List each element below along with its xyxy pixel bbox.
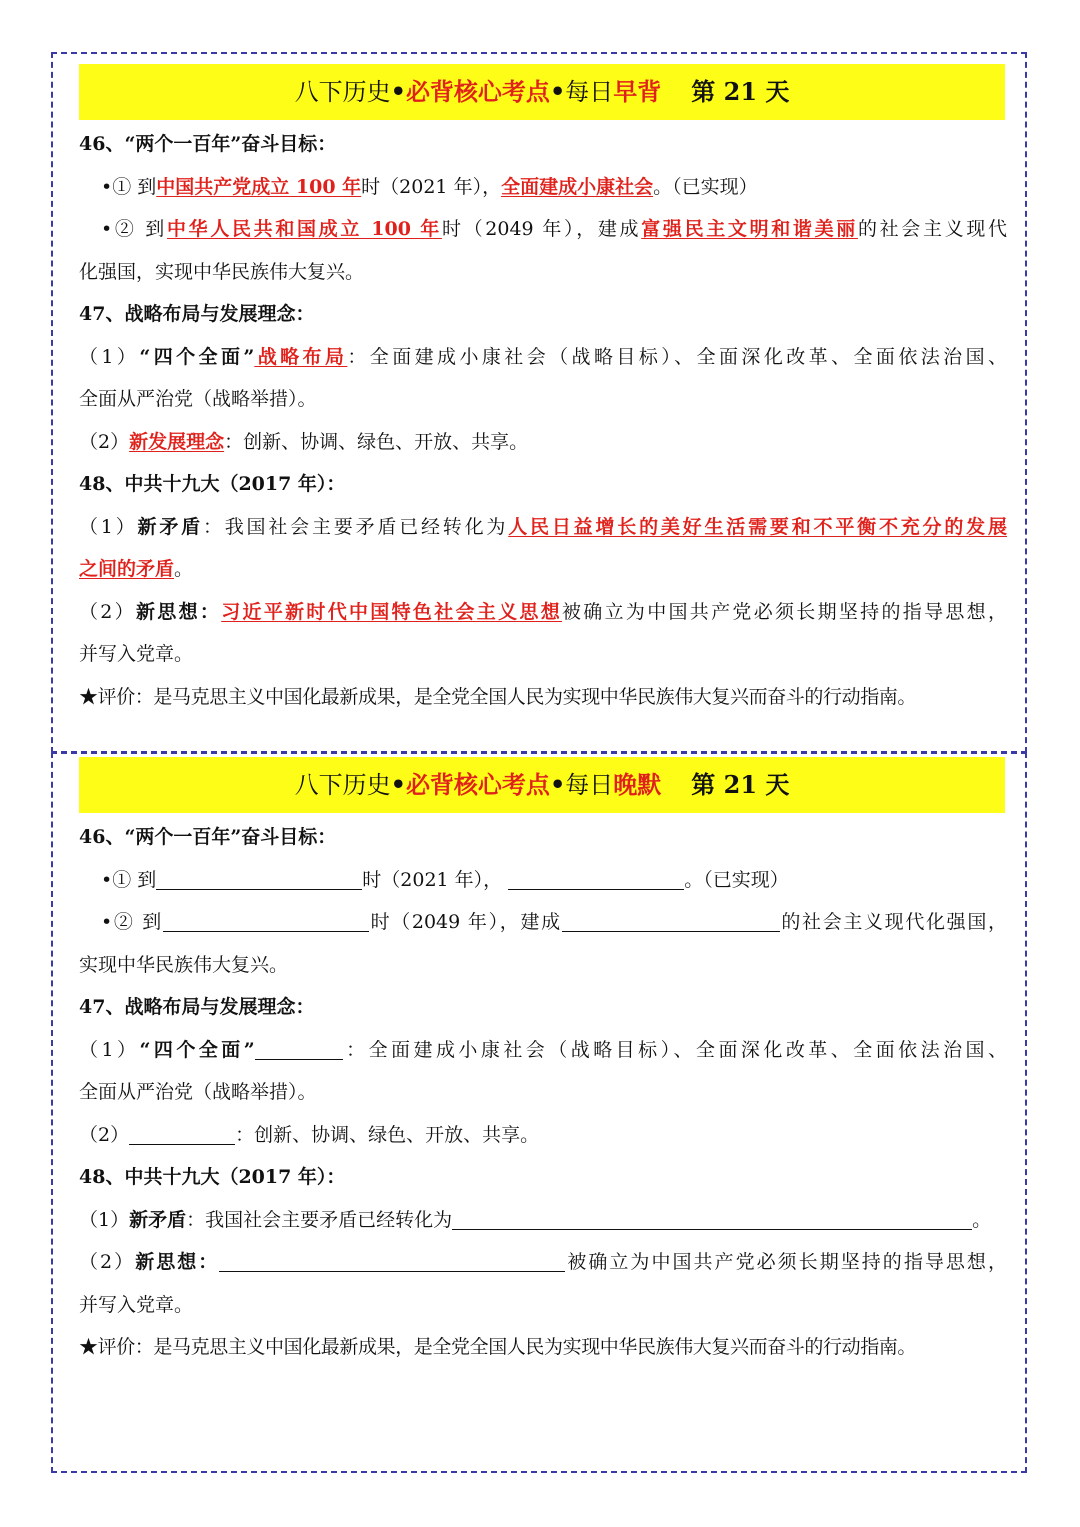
evening-recall-panel: [51, 752, 1027, 1473]
answer: 战略布局: [254, 345, 348, 368]
text: 。: [972, 1208, 992, 1231]
text: ：全面建成小康社会（战略目标）、全面深化改革、全面依法治国、: [347, 345, 1007, 368]
evaluation: ★评价：是马克思主义中国化最新成果，是全党全国人民为实现中华民族伟大复兴而奋斗的行动指南。: [79, 685, 917, 708]
label: “四个全面”: [139, 345, 255, 368]
answer: 全面建成小康社会: [501, 175, 654, 198]
text: 的社会主义现代化强国，: [779, 911, 1007, 933]
banner-core-points: 必背核心考点: [405, 77, 550, 106]
q47-point-2: [79, 1114, 1007, 1157]
text: 到: [137, 868, 157, 891]
text: ：我国社会主要矛盾已经转化为: [186, 1208, 453, 1231]
point-number: （1）: [79, 1038, 140, 1061]
evening-body: [79, 816, 1007, 1369]
q48-point-1: [79, 506, 1007, 549]
label: 新矛盾: [129, 1208, 187, 1231]
banner-day: 第 21 天: [691, 770, 790, 799]
fill-blank[interactable]: [163, 907, 369, 932]
answer: 习近平新时代中国特色社会主义思想: [221, 600, 562, 623]
banner-mode: 晚默: [613, 770, 662, 799]
point-number: （2）: [79, 1251, 136, 1273]
point-number: （1）: [79, 345, 140, 368]
banner-mode: 早背: [613, 77, 662, 106]
q48-point-2: [79, 591, 1007, 634]
point-number: （1）: [79, 515, 138, 538]
fill-blank[interactable]: [156, 865, 362, 890]
q46-bullet-2: [79, 901, 1007, 944]
q47-point-1: [79, 1029, 1007, 1072]
morning-review-panel: [51, 52, 1027, 753]
point-number: （2）: [79, 430, 130, 453]
colon: ：: [198, 1251, 220, 1273]
morning-banner: [79, 64, 1005, 120]
point-number: （2）: [79, 1123, 130, 1146]
text: 时（2021 年），: [361, 175, 502, 198]
label: “四个全面”: [139, 1038, 255, 1061]
text: 。（已实现）: [653, 175, 758, 198]
label: 新思想: [136, 600, 200, 623]
banner-dot: •: [390, 770, 406, 799]
q47-point-1-cont: 全面从严治党（战略举措）。: [79, 388, 317, 410]
q47-point-1-cont: 全面从严治党（战略举措）。: [79, 1081, 317, 1103]
colon: ：: [199, 600, 222, 623]
text: 被确立为中国共产党必须长期坚持的指导思想，: [562, 600, 1007, 623]
q48-point-2-cont: 并写入党章。: [79, 643, 194, 665]
q47-heading: 47、战略布局与发展理念：: [79, 303, 315, 325]
text: 到: [142, 911, 163, 933]
q48-point-2-cont: 并写入党章。: [79, 1293, 194, 1316]
fill-blank[interactable]: [255, 1035, 343, 1060]
fill-blank[interactable]: [219, 1247, 565, 1272]
q46-bullet-2-cont: 实现中华民族伟大复兴。: [79, 953, 289, 976]
evaluation: ★评价：是马克思主义中国化最新成果，是全党全国人民为实现中华民族伟大复兴而奋斗的行动指南。: [79, 1336, 917, 1358]
bullet-marker: •②: [101, 911, 135, 933]
text: 时（2021 年），: [362, 868, 503, 891]
q47-point-2: [79, 421, 1007, 464]
banner-dot: •: [549, 77, 566, 106]
text: ：创新、协调、绿色、开放、共享。: [235, 1123, 540, 1146]
answer: 新发展理念: [129, 430, 225, 453]
text: 时（2049 年），建成: [441, 218, 642, 240]
label: 新思想: [135, 1251, 199, 1273]
answer: 之间的矛盾: [79, 558, 175, 580]
text: 到: [145, 218, 167, 240]
text: 。（已实现）: [684, 868, 789, 891]
answer: 中华人民共和国成立 100 年: [166, 218, 442, 240]
text: 被确立为中国共产党必须长期坚持的指导思想，: [565, 1251, 1007, 1273]
banner-subject: 八下历史: [294, 771, 391, 799]
text: 。: [174, 558, 194, 580]
banner-daily: 每日: [565, 78, 614, 106]
q46-bullet-2-cont: 化强国，实现中华民族伟大复兴。: [79, 260, 365, 283]
q46-bullet-1: [79, 859, 1007, 902]
q48-heading: 48、中共十九大（2017 年）：: [79, 473, 346, 495]
bullet-marker: •①: [101, 868, 132, 891]
fill-blank[interactable]: [129, 1120, 235, 1145]
fill-blank[interactable]: [452, 1205, 972, 1230]
q46-heading: 46、“两个一百年”奋斗目标：: [79, 826, 337, 848]
point-number: （2）: [79, 600, 136, 623]
bullet-marker: •①: [101, 175, 132, 198]
morning-body: [79, 123, 1007, 718]
q48-point-1: [79, 1199, 1007, 1242]
text: ：创新、协调、绿色、开放、共享。: [224, 430, 529, 453]
q48-point-2: [79, 1241, 1007, 1284]
text: 的社会主义现代: [857, 218, 1007, 240]
label: 新矛盾: [137, 515, 203, 538]
bullet-marker: •②: [101, 218, 137, 240]
q46-bullet-1: [79, 166, 1007, 209]
text: 时（2049 年），建成: [368, 911, 562, 933]
point-number: （1）: [79, 1208, 130, 1231]
q47-heading: 47、战略布局与发展理念：: [79, 996, 315, 1018]
answer: 人民日益增长的美好生活需要和不平衡不充分的发展: [508, 515, 1007, 538]
q46-heading: 46、“两个一百年”奋斗目标：: [79, 133, 337, 155]
q46-bullet-2: [79, 208, 1007, 251]
answer: 富强民主文明和谐美丽: [641, 218, 858, 240]
banner-dot: •: [549, 770, 566, 799]
banner-subject: 八下历史: [294, 78, 391, 106]
answer: 中国共产党成立 100 年: [156, 175, 362, 198]
q48-heading: 48、中共十九大（2017 年）：: [79, 1166, 346, 1188]
banner-dot: •: [390, 77, 406, 106]
text: ：我国社会主要矛盾已经转化为: [202, 515, 509, 538]
text: 到: [137, 175, 157, 198]
q48-point-1-cont: [79, 548, 1007, 591]
fill-blank[interactable]: [508, 865, 684, 890]
banner-core-points: 必背核心考点: [405, 770, 550, 799]
banner-day: 第 21 天: [691, 77, 790, 106]
evening-banner: [79, 757, 1005, 813]
text: ：全面建成小康社会（战略目标）、全面深化改革、全面依法治国、: [342, 1038, 1007, 1061]
q47-point-1: [79, 336, 1007, 379]
fill-blank[interactable]: [562, 907, 780, 932]
banner-daily: 每日: [565, 771, 614, 799]
